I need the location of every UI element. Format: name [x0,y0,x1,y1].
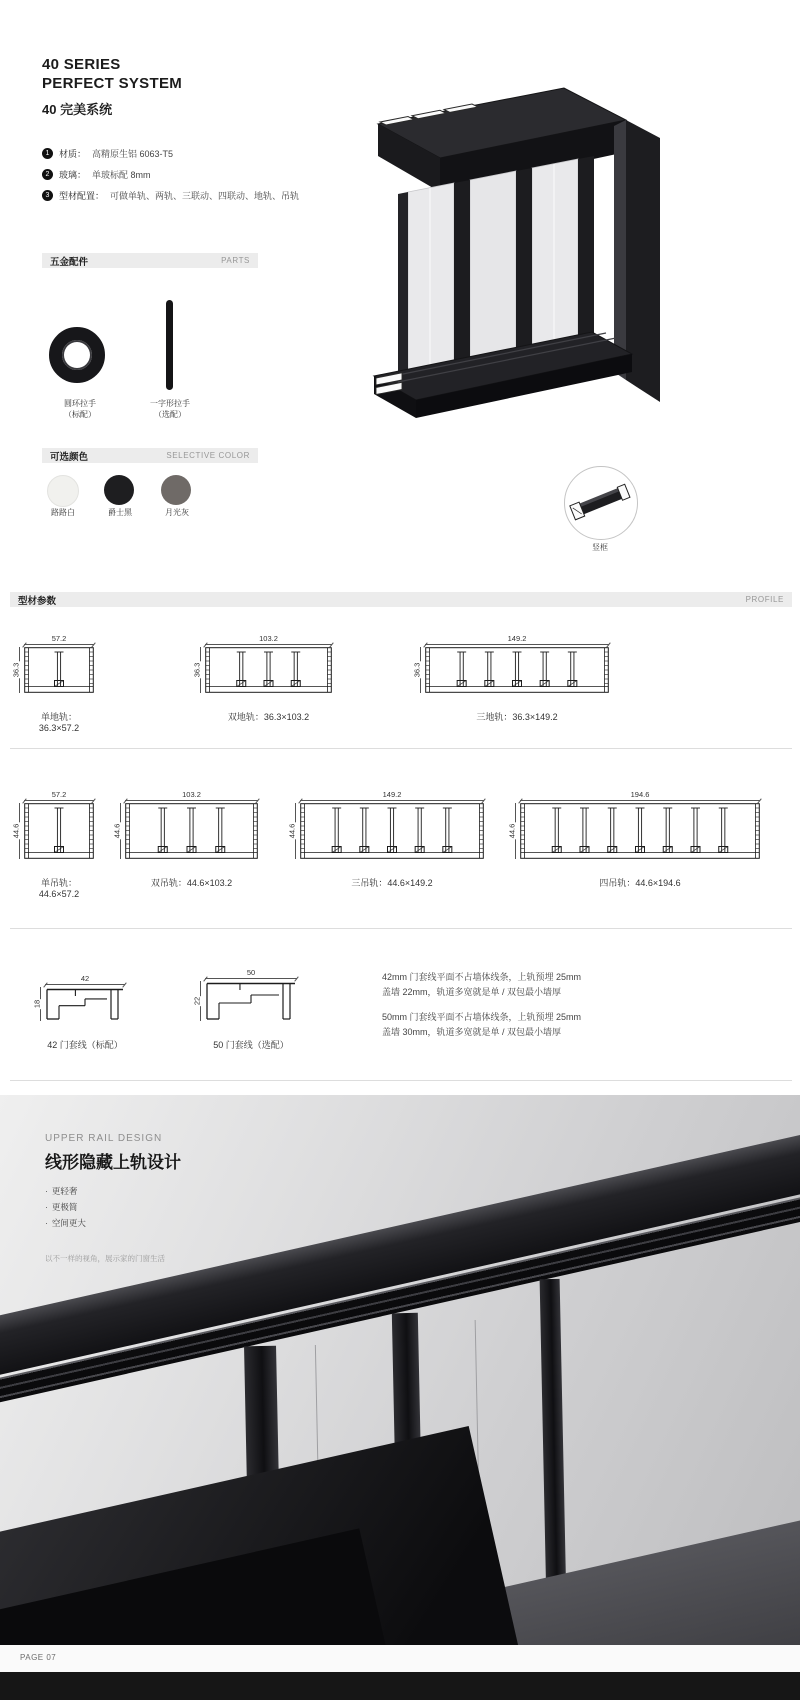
height-dimension: 44.6 [112,823,122,839]
note-line: 42mm 门套线平面不占墙体线条，上轨预埋 25mm [382,972,582,982]
number-badge: 1 [42,148,53,159]
profile-cross-section [24,647,94,698]
width-dimension: 50 [246,968,256,977]
width-dimension: 57.2 [51,790,67,799]
mullion-detail-label: 竖框 [592,543,608,552]
parts-title: 五金配件 [50,256,89,268]
casing-cross-section [205,981,297,1026]
bar-handle-caption [132,398,208,420]
profile-cross-section [425,647,609,698]
width-dimension: 103.2 [259,634,278,643]
height-dimension: 44.6 [507,823,517,839]
spec-label: 玻璃： [59,170,87,180]
hero-bullet: · 更轻奢 [45,1183,181,1199]
casing-notes [382,970,712,1040]
height-dimension: 44.6 [287,823,297,839]
upper-rail-photo [0,1095,800,1645]
hero-caption: 以不一样的视角，展示家的门窗生活 [45,1254,165,1263]
parts-section-header [42,253,258,268]
color-swatch-black [104,475,134,505]
product-render-3d [368,80,668,437]
ring-handle-caption [42,398,118,420]
colors-title: 可选颜色 [50,451,89,463]
note-line: 盖墙 22mm，轨道多宽就是单 / 双包最小墙厚 [382,987,562,997]
height-dimension: 44.6 [11,823,21,839]
profile-label: 单吊轨：44.6×57.2 [38,878,80,899]
hero-bullet: · 更极简 [45,1199,181,1215]
profile-figure-hang-1 [8,790,94,899]
profile-figure-ground-2 [189,634,332,723]
bottom-black-bar [0,1672,800,1700]
profile-figure-hang-3 [284,790,484,889]
width-dimension: 149.2 [382,790,402,799]
color-label-black: 爵士黑 [108,508,132,517]
profile-label: 三吊轨：44.6×149.2 [351,878,433,888]
profile-cross-section [125,803,258,864]
title-line-1: 40 SERIES [42,56,121,73]
mullion-detail-circle [564,466,638,540]
hero-text-block [45,1133,181,1264]
height-dimension: 36.3 [412,662,422,678]
page-number: PAGE 07 [20,1653,57,1662]
ring-handle-note: （标配） [64,410,96,419]
profile-figure-casing-50 [189,968,297,1051]
spec-list [42,147,299,210]
hero-heading: 线形隐藏上轨设计 [45,1153,181,1172]
height-dimension: 22 [192,996,202,1006]
profile-label: 50 门套线（选配） [213,1040,289,1050]
height-dimension: 18 [32,999,42,1009]
bar-handle-icon [166,300,173,390]
casing-cross-section [45,987,125,1026]
spec-label: 型材配置： [59,191,105,201]
spec-value: 高精原生铝 6063-T5 [92,149,174,159]
profile-figure-ground-3 [409,634,609,723]
spec-item [42,168,299,181]
hero-bullet: · 空间更大 [45,1215,181,1231]
page-title [42,55,182,118]
divider [10,1080,792,1081]
width-dimension: 42 [80,974,90,983]
footer-strip [0,1645,800,1672]
profile-label: 双地轨：36.3×103.2 [227,712,310,722]
profile-cross-section [205,647,332,698]
profile-cross-section [520,803,760,864]
title-line-3: 40 完美系统 [42,102,113,117]
color-label-white: 路路白 [51,508,75,517]
bar-handle-note: （选配） [154,410,186,419]
profile-label: 42 门套线（标配） [47,1040,123,1050]
number-badge: 2 [42,169,53,180]
profile-figure-casing-42 [29,974,125,1051]
width-dimension: 149.2 [507,634,527,643]
divider [10,928,792,929]
profile-tag: PROFILE [745,595,784,604]
profile-figure-hang-2 [109,790,258,889]
profile-label: 三地轨：36.3×149.2 [476,712,558,722]
note-line: 50mm 门套线平面不占墙体线条，上轨预埋 25mm [382,1012,582,1022]
spec-item [42,189,299,202]
title-line-2: PERFECT SYSTEM [42,75,183,92]
profile-cross-section [300,803,484,864]
ring-handle-name: 圆环拉手 [64,399,96,408]
profile-label: 四吊轨：44.6×194.6 [599,878,681,888]
color-swatch-white [47,475,79,507]
width-dimension: 103.2 [182,790,201,799]
color-swatch-gray [161,475,191,505]
color-label-gray: 月光灰 [165,508,189,517]
profile-cross-section [24,803,94,864]
note-line: 盖墙 30mm，轨道多宽就是单 / 双包最小墙厚 [382,1027,562,1037]
profile-label: 双吊轨：44.6×103.2 [150,878,233,888]
height-dimension: 36.3 [11,662,21,678]
spec-value: 可做单轨、两轨、三联动、四联动、地轨、吊轨 [110,191,300,201]
spec-label: 材质： [59,149,87,159]
profile-label: 单地轨：36.3×57.2 [38,712,80,733]
profile-title: 型材参数 [18,595,57,607]
height-dimension: 36.3 [192,662,202,678]
profile-figure-hang-4 [504,790,760,889]
profile-section-header [10,592,792,607]
colors-tag: SELECTIVE COLOR [166,451,250,460]
number-badge: 3 [42,190,53,201]
width-dimension: 194.6 [630,790,650,799]
spec-item [42,147,299,160]
bar-handle-name: 一字形拉手 [150,399,190,408]
ring-handle-icon [49,327,105,383]
parts-tag: PARTS [221,256,250,265]
profile-figure-ground-1 [8,634,94,733]
divider [10,748,792,749]
width-dimension: 57.2 [51,634,67,643]
hero-eyebrow: UPPER RAIL DESIGN [45,1133,163,1144]
colors-section-header [42,448,258,463]
spec-value: 单玻标配 8mm [92,170,151,180]
